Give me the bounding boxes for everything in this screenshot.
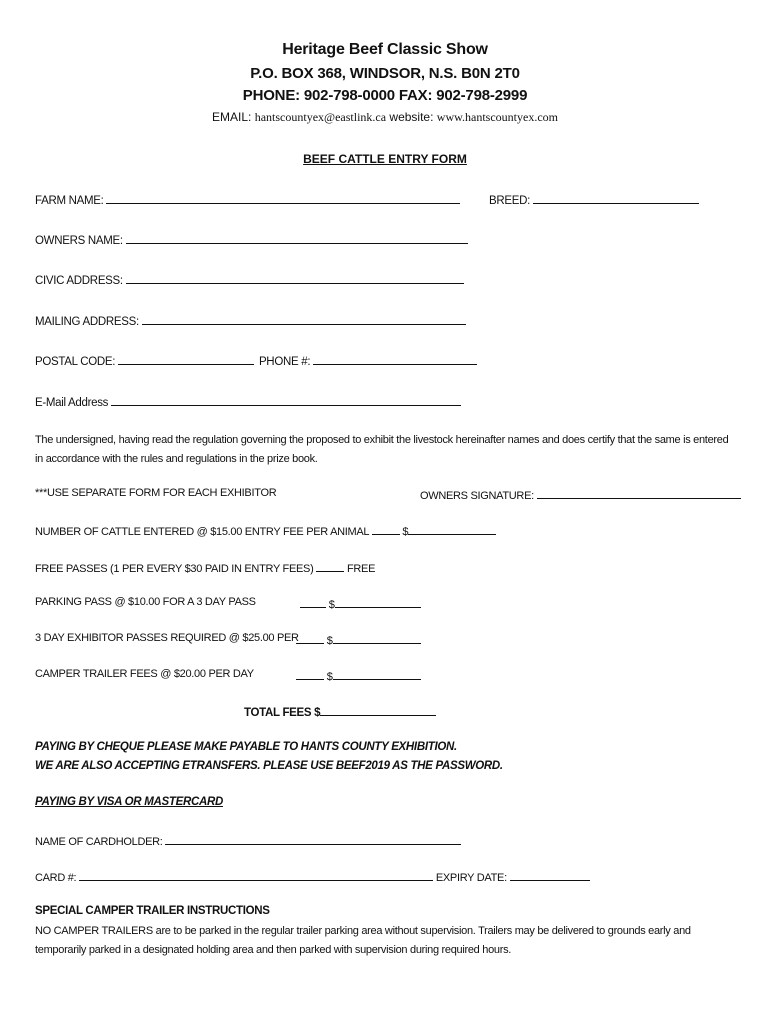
- cattle-entered-label: NUMBER OF CATTLE ENTERED @ $15.00 ENTRY FEE PER ANIMAL: [35, 526, 369, 538]
- expiry-input[interactable]: [510, 869, 590, 881]
- owners-name-field: [35, 232, 468, 247]
- mailing-address-field: [35, 313, 466, 328]
- civic-address-field: [35, 272, 464, 287]
- parking-fee-input[interactable]: [335, 596, 421, 608]
- exhibitor-passes-label: 3 DAY EXHIBITOR PASSES REQUIRED @ $25.00 PER: [35, 632, 299, 644]
- email-address-field: [35, 394, 461, 409]
- cardholder-field: [35, 833, 461, 848]
- parking-count-input[interactable]: [300, 596, 326, 608]
- farm-name-field: [35, 192, 460, 207]
- camper-count-input[interactable]: [296, 668, 324, 680]
- breed-field: [489, 192, 699, 207]
- cattle-entered-row: [35, 523, 496, 538]
- dollar-sign: $: [326, 671, 333, 683]
- parking-pass-amounts: [300, 596, 421, 611]
- farm-name-input[interactable]: [106, 192, 460, 204]
- email-address-input[interactable]: [111, 394, 461, 406]
- mailing-address-header: P.O. BOX 368, WINDSOR, N.S. B0N 2T0: [250, 65, 520, 82]
- farm-name-label: FARM NAME:: [35, 195, 104, 207]
- free-passes-input[interactable]: [316, 560, 344, 572]
- postal-code-label: POSTAL CODE:: [35, 356, 116, 368]
- free-passes-row: [35, 560, 375, 575]
- camper-fees-label: CAMPER TRAILER FEES @ $20.00 PER DAY: [35, 668, 254, 680]
- cattle-fee-input[interactable]: [408, 523, 496, 535]
- breed-label: BREED:: [489, 195, 531, 207]
- phone-label: PHONE #:: [258, 356, 311, 368]
- mailing-address-input[interactable]: [142, 313, 466, 325]
- dollar-sign: $: [328, 599, 335, 611]
- email-label: EMAIL:: [212, 110, 252, 124]
- free-passes-label: FREE PASSES (1 PER EVERY $30 PAID IN ENTRY FEES): [35, 563, 314, 575]
- phone-fax-header: PHONE: 902-798-0000 FAX: 902-798-2999: [242, 87, 528, 104]
- cattle-count-input[interactable]: [372, 523, 400, 535]
- owners-signature-field: [420, 487, 741, 502]
- website-label: website:: [389, 110, 434, 124]
- cheque-note-line1: PAYING BY CHEQUE PLEASE MAKE PAYABLE TO HANTS COUNTY EXHIBITION.: [35, 741, 457, 753]
- declaration-text: The undersigned, having read the regulation governing the proposed to exhibit the livestock hereinafter names and does certify that the same is entered in accordance with the rules and regulations in the prize book.: [35, 434, 729, 465]
- total-fees-row: [244, 704, 436, 719]
- email-address-label: E-Mail Address: [35, 397, 109, 409]
- owners-signature-input[interactable]: [537, 487, 741, 499]
- exhibitor-passes-amounts: [296, 632, 421, 647]
- dollar-sign: $: [402, 526, 409, 538]
- parking-pass-label: PARKING PASS @ $10.00 FOR A 3 DAY PASS: [35, 596, 256, 608]
- owners-name-input[interactable]: [126, 232, 468, 244]
- camper-instructions: NO CAMPER TRAILERS are to be parked in the regular trailer parking area without supervision. Trailers may be delivered to grounds early and temporarily parked in a designated holding area and then parked with supervision during required hours.: [35, 925, 691, 956]
- free-label: FREE: [346, 563, 376, 575]
- exhibitor-fee-input[interactable]: [333, 632, 421, 644]
- dollar-sign: $: [326, 635, 333, 647]
- total-fees-label: TOTAL FEES $: [244, 707, 321, 719]
- phone-input[interactable]: [313, 353, 477, 365]
- mailing-address-label: MAILING ADDRESS:: [35, 316, 139, 328]
- visa-heading: PAYING BY VISA OR MASTERCARD: [35, 796, 223, 808]
- website-link[interactable]: www.hantscountyex.com: [436, 110, 558, 124]
- page-title: Heritage Beef Classic Show: [282, 41, 488, 58]
- form-title: BEEF CATTLE ENTRY FORM: [303, 152, 467, 166]
- cardholder-label: NAME OF CARDHOLDER:: [35, 836, 163, 848]
- expiry-label: EXPIRY DATE:: [435, 872, 507, 884]
- camper-fee-input[interactable]: [333, 668, 421, 680]
- postal-code-field: [35, 353, 477, 368]
- civic-address-input[interactable]: [126, 272, 464, 284]
- card-number-input[interactable]: [79, 869, 433, 881]
- total-fees-input[interactable]: [320, 704, 436, 716]
- civic-address-label: CIVIC ADDRESS:: [35, 275, 123, 287]
- card-number-label: CARD #:: [35, 872, 77, 884]
- camper-heading: SPECIAL CAMPER TRAILER INSTRUCTIONS: [35, 905, 270, 917]
- postal-code-input[interactable]: [118, 353, 254, 365]
- cheque-note-line2: WE ARE ALSO ACCEPTING ETRANSFERS. PLEASE USE BEEF2019 AS THE PASSWORD.: [35, 760, 503, 772]
- email-link[interactable]: hantscountyex@eastlink.ca: [254, 110, 387, 124]
- owners-name-label: OWNERS NAME:: [35, 235, 123, 247]
- separate-form-note: ***USE SEPARATE FORM FOR EACH EXHIBITOR: [35, 487, 277, 499]
- cardholder-input[interactable]: [165, 833, 461, 845]
- owners-signature-label: OWNERS SIGNATURE:: [420, 490, 534, 502]
- breed-input[interactable]: [533, 192, 699, 204]
- card-number-field: [35, 869, 590, 884]
- camper-fees-amounts: [296, 668, 421, 683]
- email-website-line: [0, 110, 770, 125]
- exhibitor-count-input[interactable]: [296, 632, 324, 644]
